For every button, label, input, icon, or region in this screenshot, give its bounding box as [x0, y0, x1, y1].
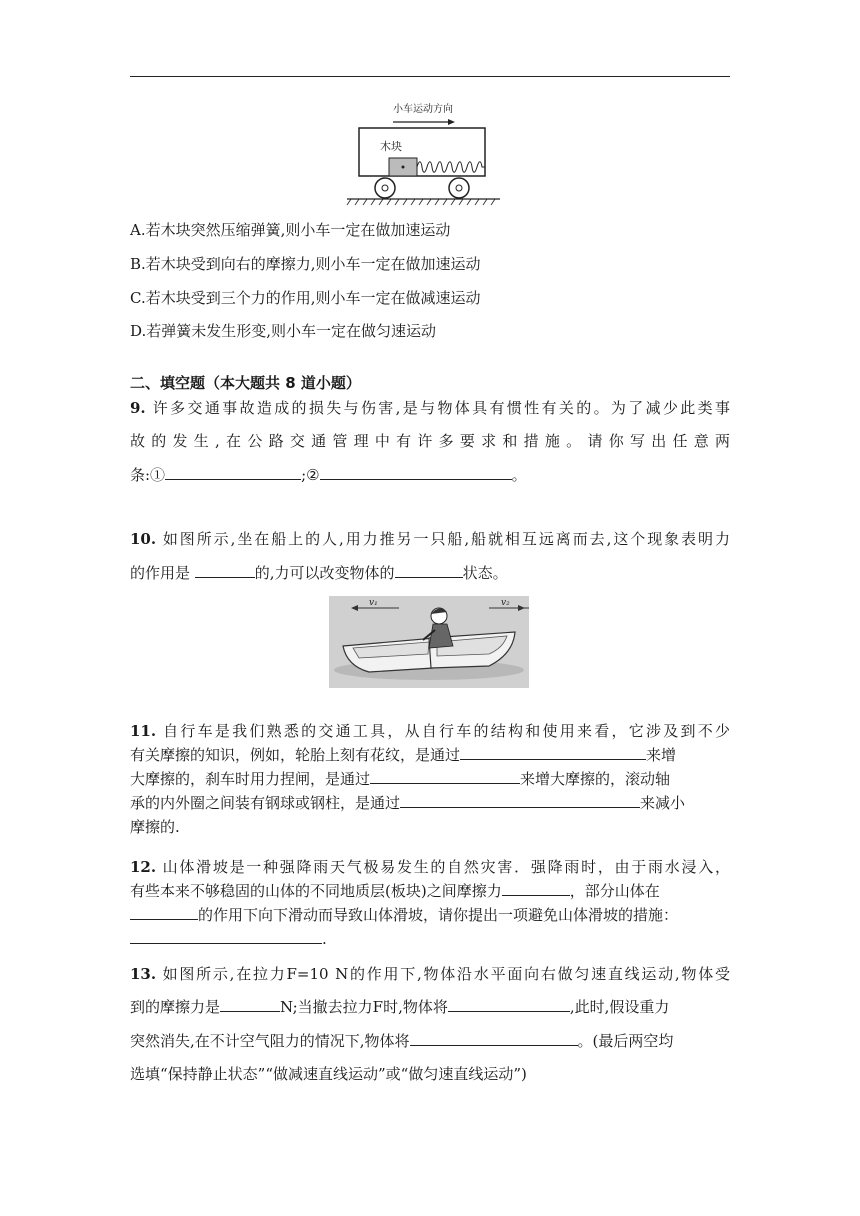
- q12-line-1: 12. 山体滑坡是一种强降雨天气极易发生的自然灾害．强降雨时，由于雨水浸入，: [130, 858, 730, 876]
- option-d: D.若弹簧未发生形变,则小车一定在做匀速运动: [130, 322, 437, 340]
- direction-arrowhead: [448, 119, 455, 125]
- block-center-dot: [402, 166, 405, 169]
- wheel-left: [375, 178, 395, 198]
- q12-number: 12.: [130, 858, 157, 876]
- q11-line-5: 摩擦的.: [130, 818, 180, 836]
- q9-line-2: 故的发生,在公路交通管理中有许多要求和措施。请你写出任意两: [130, 432, 730, 450]
- q10-line-2: 的作用是 的,力可以改变物体的 状态。: [130, 564, 508, 582]
- q10-line-1: 10. 如图所示,坐在船上的人,用力推另一只船,船就相互远离而去,这个现象表明力: [130, 530, 730, 548]
- q13-line-3: 突然消失,在不计空气阻力的情况下,物体将 。(最后两空均: [130, 1032, 674, 1050]
- q11-blank-3[interactable]: [400, 792, 640, 808]
- q11-blank-1[interactable]: [460, 744, 646, 760]
- q12-blank-1[interactable]: [502, 880, 570, 896]
- q13-number: 13.: [130, 965, 157, 983]
- q9-line-3: 条:① ;② 。: [130, 466, 527, 484]
- v2-label: v₂: [501, 598, 510, 608]
- q13-blank-2[interactable]: [448, 996, 570, 1012]
- q12-line-4: .: [130, 928, 327, 950]
- wheel-right: [449, 178, 469, 198]
- q10-blank-2[interactable]: [395, 562, 463, 578]
- ground-hatching: [347, 199, 495, 205]
- q13-blank-3[interactable]: [410, 1030, 578, 1046]
- q12-blank-3[interactable]: [130, 928, 322, 944]
- header-rule: [130, 76, 730, 77]
- q11-blank-2[interactable]: [370, 768, 520, 784]
- section-title: 二、填空题（本大题共 8 道小题）: [130, 374, 361, 392]
- v1-label: v₁: [369, 598, 378, 608]
- q9-number: 9.: [130, 399, 146, 417]
- option-a: A.若木块突然压缩弹簧,则小车一定在做加速运动: [130, 221, 451, 239]
- q9-blank-2[interactable]: [320, 464, 512, 480]
- option-c: C.若木块受到三个力的作用,则小车一定在做减速运动: [130, 289, 481, 307]
- q13-line-2: 到的摩擦力是 N;当撤去拉力F时,物体将 ,此时,假设重力: [130, 998, 670, 1016]
- q13-line-4: 选填“保持静止状态”“做减速直线运动”或“做匀速直线运动”): [130, 1065, 527, 1083]
- option-b: B.若木块受到向右的摩擦力,则小车一定在做加速运动: [130, 255, 481, 273]
- q12-blank-2[interactable]: [130, 904, 198, 920]
- q10-number: 10.: [130, 530, 157, 548]
- q10-blank-1[interactable]: [195, 562, 255, 578]
- q11-line-1: 11. 自行车是我们熟悉的交通工具，从自行车的结构和使用来看，它涉及到不少: [130, 722, 730, 740]
- q11-line-4: 承的内外圈之间装有钢球或钢柱，是通过 来减小: [130, 794, 686, 812]
- spring: [417, 162, 485, 173]
- q13-blank-1[interactable]: [220, 996, 280, 1012]
- q13-line-1: 13. 如图所示,在拉力F=10 N的作用下,物体沿水平面向右做匀速直线运动,物体受: [130, 965, 730, 983]
- q9-blank-1[interactable]: [165, 464, 301, 480]
- q9-line-1: 9. 许多交通事故造成的损失与伤害,是与物体具有惯性有关的。为了减少此类事: [130, 399, 730, 417]
- cart-spring-figure: [345, 98, 515, 210]
- q11-line-2: 有关摩擦的知识，例如，轮胎上刻有花纹，是通过 来增: [130, 746, 677, 764]
- boats-figure: [329, 596, 529, 688]
- q12-line-2: 有些本来不够稳固的山体的不同地质层(板块)之间摩擦力 ，部分山体在: [130, 882, 660, 900]
- q11-number: 11.: [130, 722, 157, 740]
- q11-line-3: 大摩擦的，刹车时用力捏闸，是通过 来增大摩擦的，滚动轴: [130, 770, 671, 788]
- q12-line-3: 的作用下向下滑动而导致山体滑坡，请你提出一项避免山体滑坡的措施：: [130, 904, 678, 926]
- cart-direction-label: 小车运动方向: [393, 104, 453, 115]
- block-label: 木块: [380, 140, 402, 153]
